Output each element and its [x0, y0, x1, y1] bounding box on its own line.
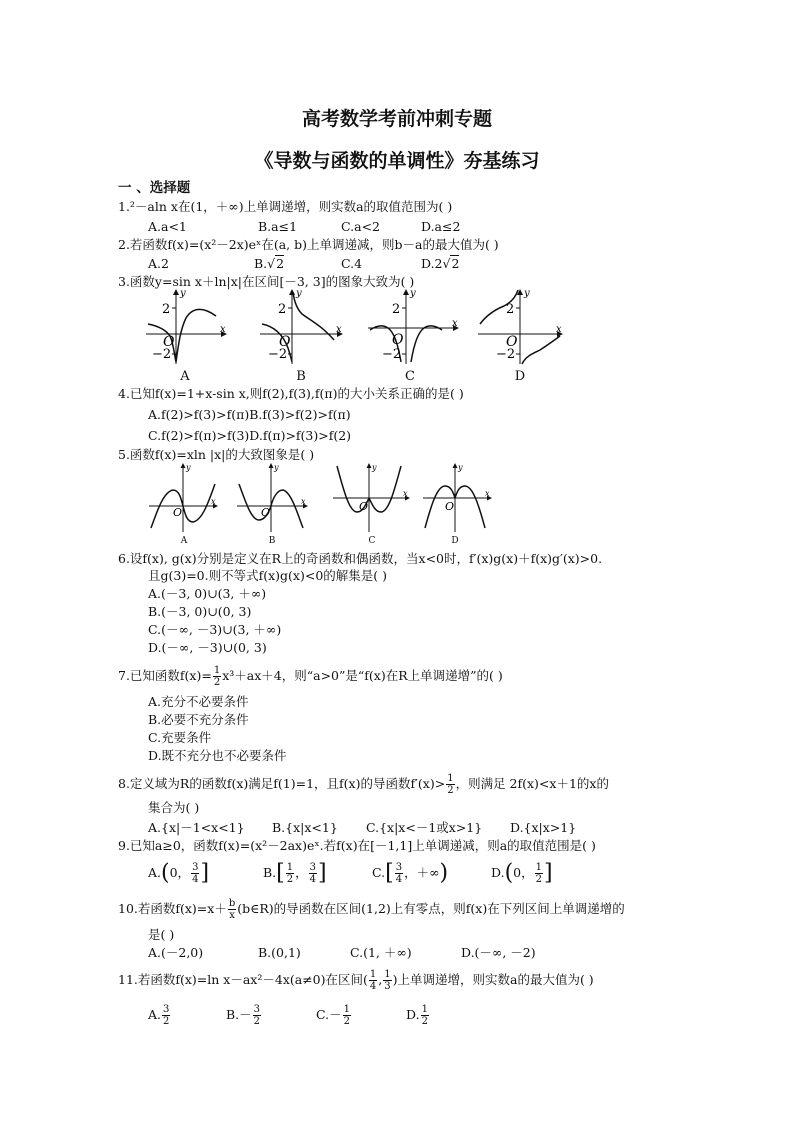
page-title: 高考数学考前冲刺专题	[301, 108, 492, 130]
q3-b-axis-x: x	[336, 324, 342, 335]
q2-option-c: C.4	[341, 256, 363, 271]
q8-option-d: D.{x|x>1}	[510, 820, 577, 835]
q3-c-axis-x: x	[452, 318, 458, 329]
q5-a-origin: O	[173, 506, 183, 519]
q1-option-c: C.a<2	[341, 219, 380, 234]
page-subtitle: 《导数与函数的单调性》夯基练习	[254, 150, 540, 172]
q5-stem: 5.函数f(x)=xln |x|的大致图象是( )	[118, 447, 315, 462]
q3-b-tick-neg: −2	[268, 347, 288, 362]
q5-a-axis-x: x	[211, 497, 216, 506]
q7-stem: 7.已知函数f(x)= $\frac{1}{2}$ x³＋ax＋4，则“a>0”是“f(x)在R上单调递增”的( )	[118, 665, 503, 688]
q3-graph-b	[260, 288, 342, 364]
q3-a-tick-pos: 2	[162, 302, 171, 317]
q10-option-b: B.(0,1)	[258, 945, 301, 960]
q5-label-c: C	[368, 536, 376, 546]
q6-stem-line1: 6.设f(x), g(x)分别是定义在R上的奇函数和偶函数，当x<0时，f′(x)g(x)＋f(x)g′(x)>0.	[118, 551, 603, 566]
q9-stem: 9.已知a≥0，函数f(x)=(x²－2ax)eˣ.若f(x)在[－1,1]上单调递减，则a的取值范围是( )	[118, 838, 596, 853]
q2-option-d: D.2√2	[421, 256, 460, 271]
q6-option-a: A.(－3, 0)∪(3, ＋∞)	[148, 586, 267, 601]
q2-option-a: A.2	[148, 256, 169, 271]
q3-graph-d	[478, 288, 562, 364]
q3-a-axis-x: x	[220, 324, 226, 335]
q1-option-d: D.a≤2	[421, 219, 461, 234]
q5-b-axis-x: x	[301, 497, 306, 506]
section-heading: 一 、选择题	[118, 180, 191, 196]
q3-c-tick-neg: −2	[382, 347, 402, 362]
q11-option-b: B.－ $\frac{3}{2}$	[226, 1004, 261, 1027]
q6-option-c: C.(－∞, －3)∪(3, ＋∞)	[148, 622, 282, 637]
q8-option-c: C.{x|x<－1或x>1}	[366, 820, 483, 835]
q3-d-axis-x: x	[556, 324, 562, 335]
q7-option-a: A.充分不必要条件	[148, 694, 249, 709]
q5-d-origin: O	[445, 500, 455, 513]
q3-d-tick-neg: −2	[496, 347, 516, 362]
q3-label-d: D	[514, 369, 526, 384]
q9-option-d: D.(0， $\frac{1}{2}$ ]	[491, 860, 553, 886]
q5-graph-c	[333, 463, 409, 532]
q1-stem: 1.²－aln x在(1，＋∞)上单调递增，则实数a的取值范围为( )	[118, 199, 453, 214]
q5-b-origin: O	[261, 506, 271, 519]
q5-d-axis-y: y	[458, 463, 463, 472]
q4-options-line2: C.f(2)>f(π)>f(3)D.f(π)>f(3)>f(2)	[148, 428, 352, 443]
q3-a-axis-y: y	[180, 288, 186, 299]
q2-stem: 2.若函数f(x)=(x²－2x)eˣ在(a, b)上单调递减，则b－a的最大值为( )	[118, 237, 499, 252]
q3-a-tick-neg: −2	[152, 347, 172, 362]
q3-c-tick-pos: 2	[392, 302, 401, 317]
q11-option-d: D. $\frac{1}{2}$	[406, 1004, 428, 1027]
q3-graphs	[140, 288, 700, 366]
q5-label-b: B	[268, 536, 276, 546]
q3-stem: 3.函数y=sin x＋ln|x|在区间[－3, 3]的图象大致为( )	[118, 274, 415, 289]
q11-option-c: C.－ $\frac{1}{2}$	[316, 1004, 350, 1027]
q10-option-a: A.(－2,0)	[148, 945, 204, 960]
q11-option-a: A. $\frac{3}{2}$	[148, 1004, 170, 1027]
q5-c-axis-x: x	[403, 489, 408, 498]
q3-b-origin: O	[279, 334, 291, 350]
q6-stem-line2: 且g(3)=0.则不等式f(x)g(x)<0的解集是( )	[148, 568, 387, 583]
q6-option-d: D.(－∞, －3)∪(0, 3)	[148, 640, 267, 655]
q3-d-tick-pos: 2	[506, 302, 515, 317]
q10-stem-line2: 是( )	[148, 927, 175, 942]
q5-graph-a	[149, 463, 217, 532]
q4-options-line1: A.f(2)>f(3)>f(π)B.f(3)>f(2)>f(π)	[148, 407, 351, 422]
q5-graph-d	[423, 463, 491, 532]
q8-stem: 8.定义域为R的函数f(x)满足f(1)=1，且f(x)的导函数f′(x)> $\frac{1}{2}$ ，则满足 2f(x)<x＋1的x的	[118, 773, 609, 796]
q1-option-b: B.a≤1	[258, 219, 298, 234]
q5-b-axis-y: y	[274, 463, 279, 472]
q8-option-a: A.{x|－1<x<1}	[148, 820, 245, 835]
q3-c-origin: O	[392, 332, 404, 348]
q8-stem-line2: 集合为( )	[148, 800, 200, 815]
q3-a-origin: O	[163, 334, 175, 350]
q3-b-tick-pos: 2	[278, 302, 287, 317]
q9-option-a: A.(0， $\frac{3}{4}$ ]	[148, 860, 210, 886]
q9-option-b: B.[ $\frac{1}{2}$ ， $\frac{3}{4}$ ]	[263, 860, 327, 886]
q1-option-a: A.a<1	[148, 219, 187, 234]
q9-option-c: C.[ $\frac{3}{4}$ ，＋∞)	[372, 860, 449, 886]
q3-c-axis-y: y	[410, 288, 416, 299]
q3-label-a: A	[180, 369, 190, 384]
q3-label-c: C	[405, 369, 415, 384]
q10-stem: 10.若函数f(x)=x＋ $\frac{b}{x}$ (b∈R)的导函数在区间(1,2)上有零点，则f(x)在下列区间上单调递增的	[118, 898, 625, 921]
q10-option-d: D.(－∞, －2)	[461, 945, 536, 960]
q11-stem: 11.若函数f(x)=ln x－ax²－4x(a≠0)在区间( $\frac{1}{4}$ , $\frac{1}{3}$ )上单调递增，则实数a的最大值为( )	[118, 969, 594, 992]
q5-graph-b	[237, 463, 307, 532]
q3-graph-c	[368, 288, 458, 364]
q7-option-c: C.充要条件	[148, 730, 212, 745]
q4-stem: 4.已知f(x)=1+x-sin x,则f(2),f(3),f(π)的大小关系正确的是( )	[118, 386, 464, 401]
q5-c-axis-y: y	[372, 463, 377, 472]
q5-label-d: D	[451, 536, 459, 546]
q3-d-axis-y: y	[524, 288, 530, 299]
q5-a-axis-y: y	[186, 463, 191, 472]
q5-label-a: A	[180, 536, 188, 546]
q10-option-c: C.(1, ＋∞)	[350, 945, 412, 960]
q3-graph-a	[146, 288, 226, 364]
q3-d-origin: O	[506, 334, 518, 350]
q5-d-axis-x: x	[485, 489, 490, 498]
q7-option-b: B.必要不充分条件	[148, 712, 249, 727]
q2-option-b: B.√2	[254, 256, 285, 271]
q5-graphs	[145, 462, 495, 534]
q7-option-d: D.既不充分也不必要条件	[148, 748, 287, 763]
q6-option-b: B.(－3, 0)∪(0, 3)	[148, 604, 252, 619]
q3-label-b: B	[296, 369, 306, 384]
q8-option-b: B.{x|x<1}	[272, 820, 338, 835]
q3-b-axis-y: y	[296, 288, 302, 299]
q5-c-origin: O	[359, 500, 369, 513]
